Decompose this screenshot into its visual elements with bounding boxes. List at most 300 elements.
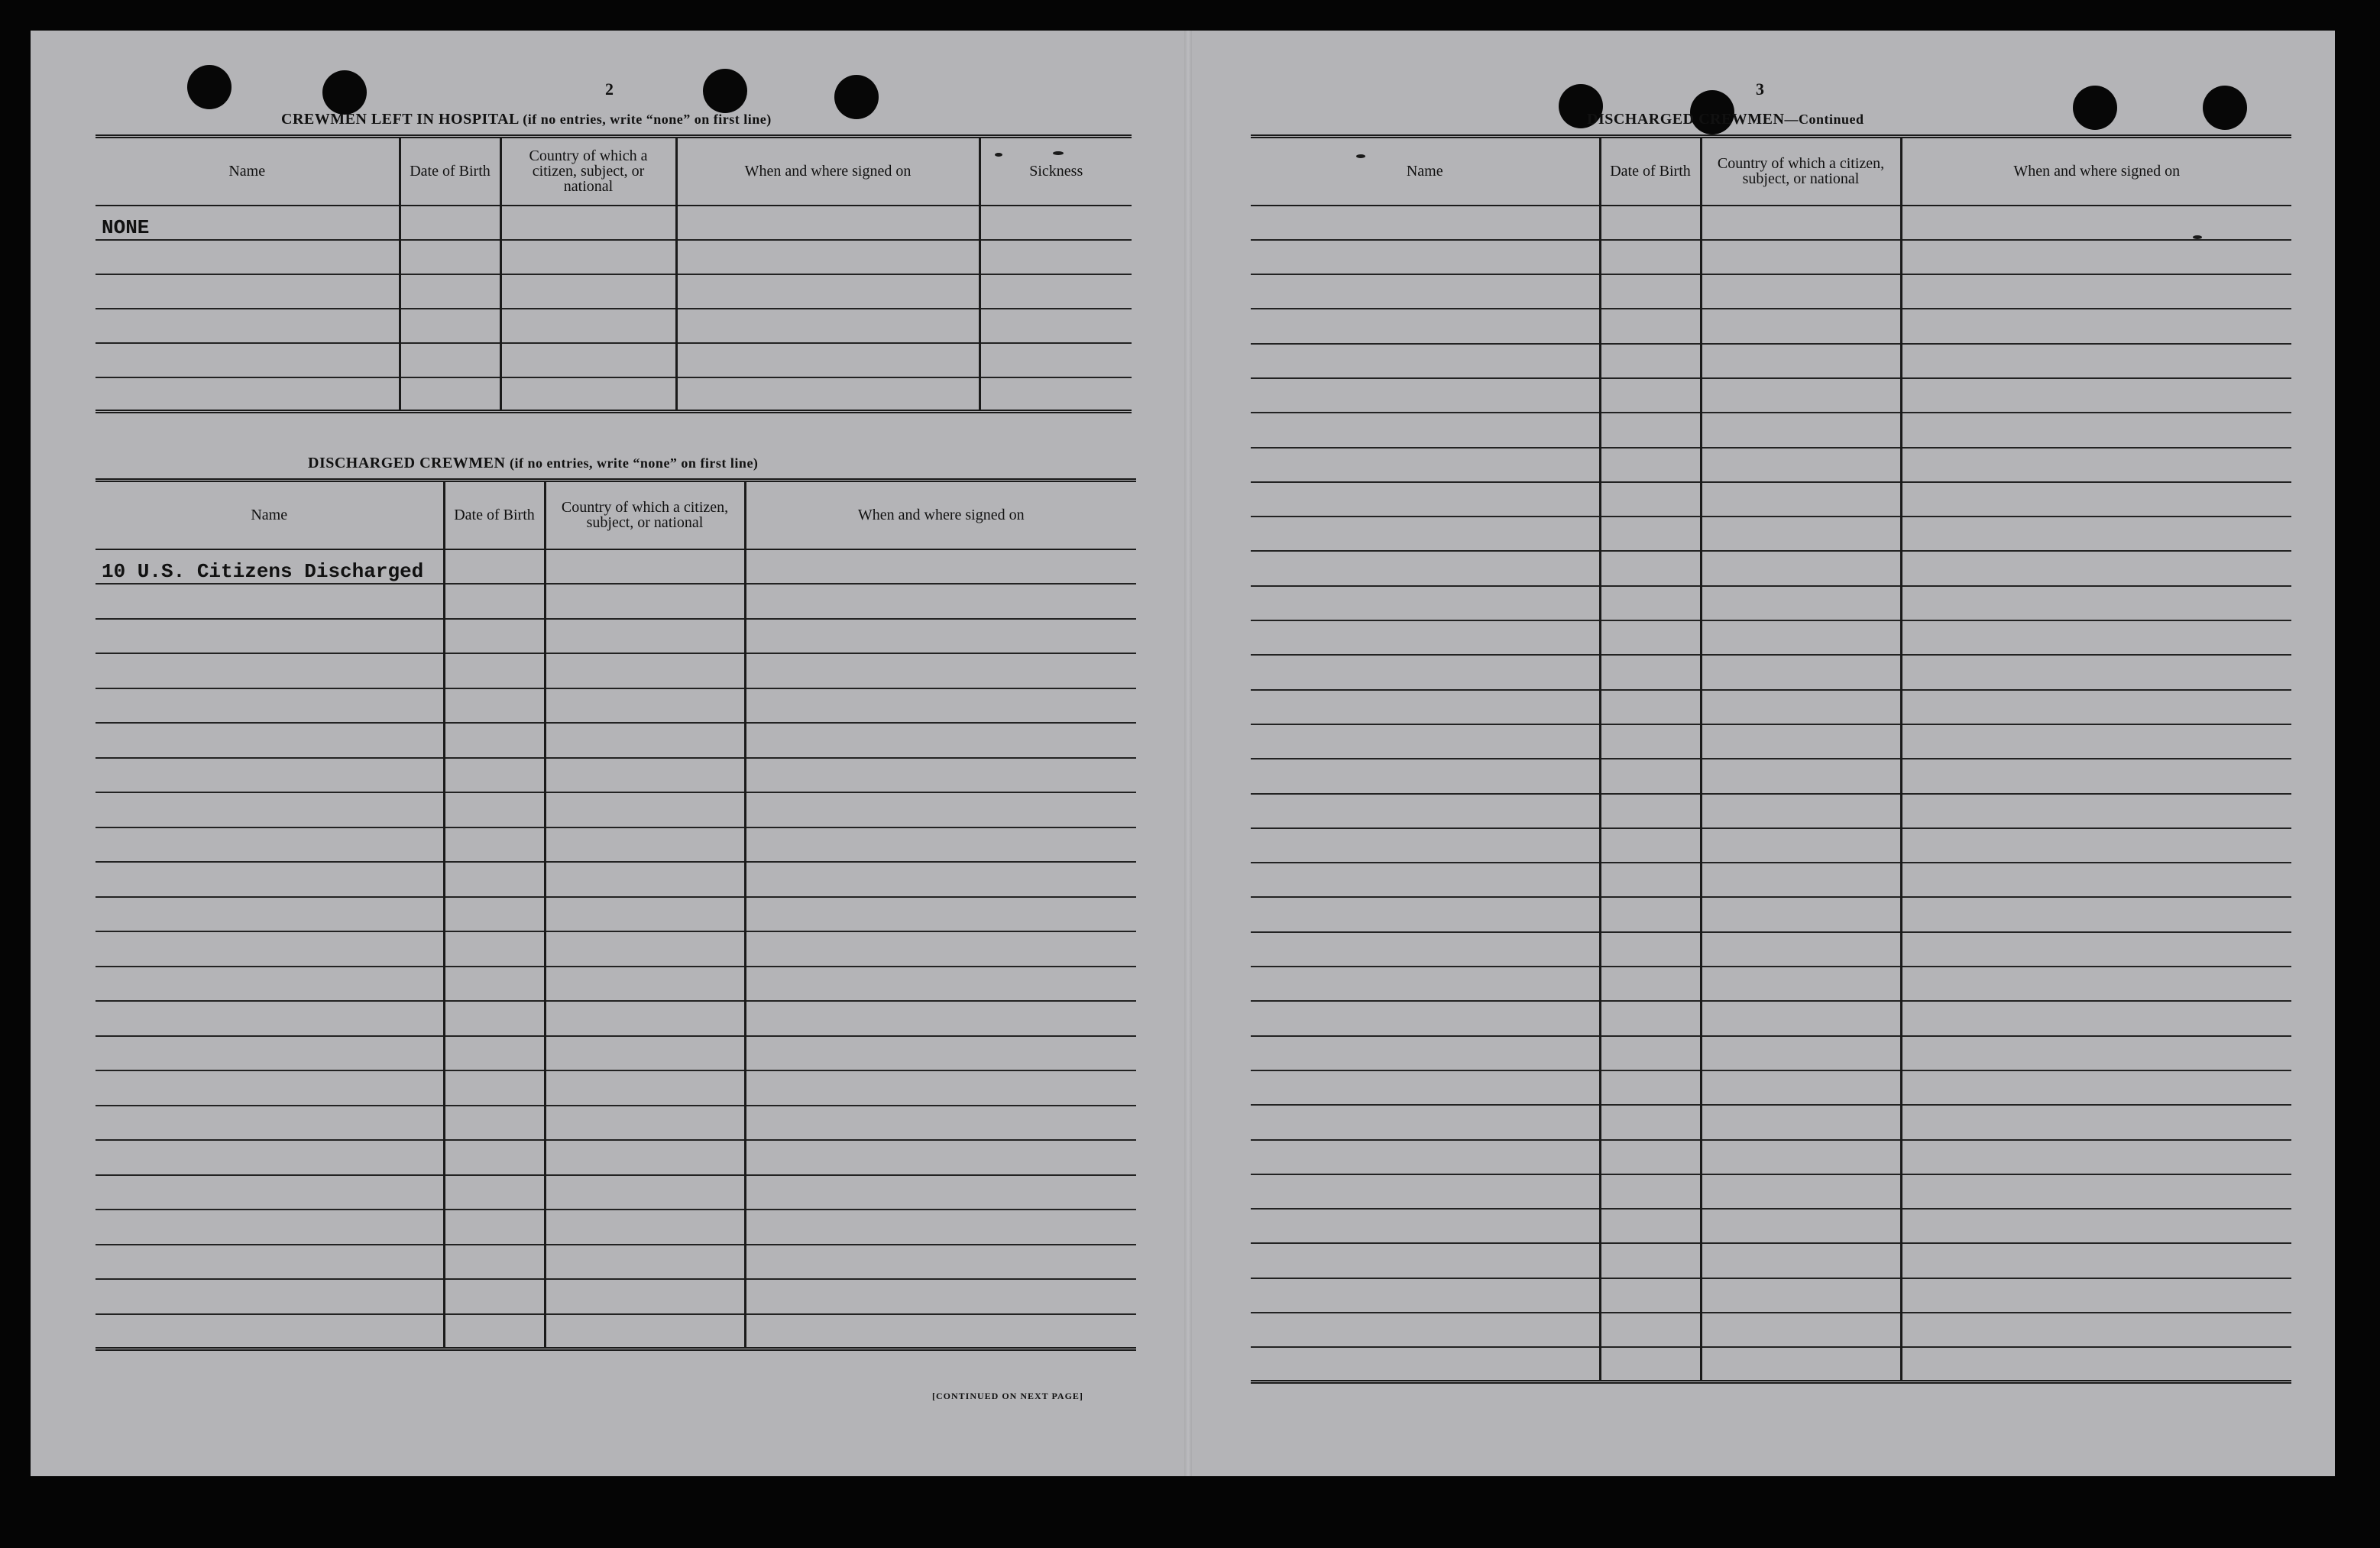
table-cell — [1251, 206, 1600, 240]
table-cell — [1901, 1313, 2291, 1347]
table-cell — [545, 792, 745, 827]
table-cell — [745, 862, 1136, 897]
table-row — [1251, 724, 2291, 759]
table-cell: NONE — [96, 206, 400, 240]
table-cell — [980, 240, 1132, 274]
table-cell — [444, 827, 545, 863]
column-header-country: Country of which a citizen, subject, or national — [500, 137, 676, 206]
table-cell — [1251, 690, 1600, 724]
table-cell — [1901, 551, 2291, 585]
table-row — [96, 1070, 1136, 1106]
table-cell: 10 U.S. Citizens Discharged — [96, 549, 444, 585]
table-cell — [1600, 1243, 1701, 1278]
table-cell — [1901, 1278, 2291, 1313]
table-row — [1251, 897, 2291, 931]
table-cell — [444, 1106, 545, 1141]
table-row — [1251, 1209, 2291, 1243]
table-cell — [1701, 1070, 1901, 1105]
table-cell — [96, 1279, 444, 1314]
discharged-section-title — [308, 455, 758, 472]
table-cell — [1251, 794, 1600, 828]
table-cell — [545, 1140, 745, 1175]
table-cell — [745, 688, 1136, 724]
table-cell — [1901, 620, 2291, 655]
table-cell — [1901, 1243, 2291, 1278]
page-number-right: 3 — [1756, 79, 1764, 99]
hospital-title-note: (if no entries, write “none” on first line) — [523, 112, 772, 127]
table-cell — [676, 274, 980, 309]
table-cell — [1701, 794, 1901, 828]
table-cell — [1701, 1140, 1901, 1174]
table-cell — [1701, 932, 1901, 967]
table-cell — [545, 862, 745, 897]
table-cell — [1901, 1140, 2291, 1174]
table-cell — [96, 862, 444, 897]
table-cell — [96, 1245, 444, 1280]
table-row — [96, 967, 1136, 1002]
table-cell — [1901, 759, 2291, 793]
table-row — [1251, 586, 2291, 620]
table-cell — [545, 619, 745, 654]
table-row — [1251, 517, 2291, 551]
table-cell — [1600, 206, 1701, 240]
table-cell — [545, 584, 745, 619]
table-cell — [1251, 724, 1600, 759]
table-cell — [444, 1036, 545, 1071]
page-fold — [1184, 31, 1192, 1476]
table-cell — [545, 967, 745, 1002]
table-row — [1251, 274, 2291, 309]
table-cell — [1701, 1347, 1901, 1381]
table-cell — [400, 274, 500, 309]
table-cell — [1901, 1209, 2291, 1243]
table-cell — [444, 1210, 545, 1245]
table-cell — [745, 549, 1136, 585]
table-cell — [980, 377, 1132, 412]
document-sheet — [31, 31, 2335, 1476]
table-cell — [1600, 828, 1701, 863]
table-cell — [745, 1175, 1136, 1210]
table-cell — [745, 653, 1136, 688]
table-cell — [1701, 1313, 1901, 1347]
table-cell — [1251, 1036, 1600, 1070]
table-row — [96, 758, 1136, 793]
table-row — [96, 897, 1136, 932]
table-cell — [1600, 759, 1701, 793]
table-cell — [1701, 482, 1901, 517]
table-cell — [1701, 967, 1901, 1001]
table-cell — [545, 1070, 745, 1106]
table-cell — [1901, 309, 2291, 343]
table-cell — [1901, 378, 2291, 413]
table-row — [96, 1001, 1136, 1036]
table-cell — [545, 827, 745, 863]
table-cell — [1901, 206, 2291, 240]
table-cell — [1600, 1278, 1701, 1313]
table-row — [96, 343, 1132, 377]
column-header-signed-on: When and where signed on — [745, 481, 1136, 549]
table-cell — [1251, 967, 1600, 1001]
table-cell — [1901, 1070, 2291, 1105]
table-cell — [96, 967, 444, 1002]
table-cell — [400, 309, 500, 343]
table-row — [1251, 448, 2291, 482]
table-cell — [500, 240, 676, 274]
table-cell — [1701, 413, 1901, 447]
table-cell — [1701, 759, 1901, 793]
table-cell — [96, 584, 444, 619]
table-cell — [1901, 482, 2291, 517]
table-cell — [1251, 932, 1600, 967]
table-cell — [745, 584, 1136, 619]
table-cell — [96, 827, 444, 863]
table-cell — [1901, 1174, 2291, 1209]
table-cell — [1251, 1313, 1600, 1347]
table-cell — [1901, 413, 2291, 447]
table-cell — [1901, 724, 2291, 759]
discharged-continued-table — [1251, 134, 2291, 1384]
table-row — [1251, 309, 2291, 343]
table-row — [96, 931, 1136, 967]
column-header-country: Country of which a citizen, subject, or national — [1701, 137, 1901, 206]
table-cell — [1901, 655, 2291, 689]
table-row — [1251, 1001, 2291, 1035]
hospital-section-title — [281, 111, 772, 128]
table-cell — [444, 897, 545, 932]
table-cell — [745, 1314, 1136, 1349]
table-cell — [1701, 240, 1901, 274]
table-cell — [1600, 1209, 1701, 1243]
table-row — [1251, 690, 2291, 724]
table-cell — [980, 309, 1132, 343]
table-cell — [1701, 724, 1901, 759]
table-cell — [444, 619, 545, 654]
table-cell — [1251, 1209, 1600, 1243]
table-cell — [1600, 517, 1701, 551]
punch-hole — [703, 69, 747, 113]
table-cell — [1600, 1001, 1701, 1035]
table-cell — [444, 1279, 545, 1314]
table-cell — [96, 1175, 444, 1210]
table-cell — [1901, 1001, 2291, 1035]
table-cell — [545, 1036, 745, 1071]
table-row — [1251, 1174, 2291, 1209]
table-cell — [1251, 655, 1600, 689]
table-cell — [1600, 1105, 1701, 1139]
table-cell — [96, 343, 400, 377]
table-cell — [745, 792, 1136, 827]
table-cell — [1901, 1036, 2291, 1070]
table-row — [1251, 344, 2291, 378]
hospital-title-text: CREWMEN LEFT IN HOSPITAL — [281, 111, 519, 128]
table-cell — [444, 792, 545, 827]
table-cell — [400, 343, 500, 377]
table-cell — [1251, 1070, 1600, 1105]
table-row — [1251, 759, 2291, 793]
table-cell — [400, 206, 500, 240]
table-cell — [545, 723, 745, 758]
table-row — [1251, 1036, 2291, 1070]
table-row — [1251, 482, 2291, 517]
table-cell — [444, 653, 545, 688]
table-cell — [1600, 1140, 1701, 1174]
column-header-date-of-birth: Date of Birth — [444, 481, 545, 549]
table-row — [1251, 828, 2291, 863]
table-cell — [545, 1175, 745, 1210]
table-cell — [1901, 967, 2291, 1001]
table-cell — [545, 1210, 745, 1245]
punch-hole — [322, 70, 367, 115]
table-row — [96, 653, 1136, 688]
table-cell — [1901, 863, 2291, 897]
table-cell — [1600, 1347, 1701, 1381]
table-cell — [1600, 1313, 1701, 1347]
table-cell — [980, 206, 1132, 240]
table-cell — [1701, 690, 1901, 724]
table-cell — [1901, 586, 2291, 620]
table-cell — [96, 897, 444, 932]
table-cell — [1901, 344, 2291, 378]
table-row — [1251, 1278, 2291, 1313]
column-header-name: Name — [1251, 137, 1600, 206]
table-cell — [745, 897, 1136, 932]
table-cell — [1600, 378, 1701, 413]
table-cell — [1600, 240, 1701, 274]
table-row — [96, 1106, 1136, 1141]
table-cell — [1251, 759, 1600, 793]
table-cell — [1701, 551, 1901, 585]
table-cell — [444, 1140, 545, 1175]
table-cell — [745, 827, 1136, 863]
table-cell — [1901, 274, 2291, 309]
table-cell — [1600, 724, 1701, 759]
table-cell — [1251, 517, 1600, 551]
table-cell — [1600, 967, 1701, 1001]
table-cell — [1251, 551, 1600, 585]
table-cell — [545, 897, 745, 932]
table-row — [96, 1175, 1136, 1210]
table-cell — [1701, 344, 1901, 378]
table-cell — [96, 377, 400, 412]
table-cell — [1901, 828, 2291, 863]
table-cell — [444, 723, 545, 758]
table-cell — [400, 240, 500, 274]
discharged-title-text: DISCHARGED CREWMEN — [308, 455, 506, 471]
table-cell — [676, 309, 980, 343]
table-cell — [1600, 344, 1701, 378]
table-row — [1251, 206, 2291, 240]
table-cell — [444, 1175, 545, 1210]
page-number-left: 2 — [605, 79, 614, 99]
table-cell — [400, 377, 500, 412]
table-cell — [1901, 1347, 2291, 1381]
table-cell — [1251, 378, 1600, 413]
table-cell — [1251, 482, 1600, 517]
column-header-name: Name — [96, 481, 444, 549]
table-cell — [444, 1314, 545, 1349]
discharged-table — [96, 478, 1136, 1351]
table-row — [96, 377, 1132, 412]
table-row — [96, 309, 1132, 343]
table-cell — [1701, 828, 1901, 863]
table-cell — [676, 206, 980, 240]
table-cell — [545, 758, 745, 793]
table-cell — [745, 1245, 1136, 1280]
punch-hole — [2203, 86, 2247, 130]
table-cell — [1901, 517, 2291, 551]
table-cell — [500, 274, 676, 309]
table-cell — [1600, 448, 1701, 482]
table-cell — [745, 1001, 1136, 1036]
discharged-continued-section-title — [1587, 111, 1864, 128]
column-header-name: Name — [96, 137, 400, 206]
table-cell — [96, 309, 400, 343]
table-row — [1251, 967, 2291, 1001]
table-row — [96, 1036, 1136, 1071]
table-cell — [96, 274, 400, 309]
table-cell — [96, 240, 400, 274]
table-cell — [1251, 1278, 1600, 1313]
table-cell — [444, 1245, 545, 1280]
table-cell — [545, 653, 745, 688]
table-cell — [96, 653, 444, 688]
table-cell — [1901, 690, 2291, 724]
table-cell — [1701, 206, 1901, 240]
table-cell — [500, 206, 676, 240]
table-cell — [745, 931, 1136, 967]
table-cell — [1600, 690, 1701, 724]
continued-on-next-page-note: [CONTINUED ON NEXT PAGE] — [932, 1391, 1083, 1401]
table-cell — [545, 688, 745, 724]
table-cell — [745, 1070, 1136, 1106]
table-cell — [500, 343, 676, 377]
table-cell — [1600, 551, 1701, 585]
table-cell — [1251, 1347, 1600, 1381]
table-row — [96, 274, 1132, 309]
table-cell — [745, 1106, 1136, 1141]
table-cell — [1701, 448, 1901, 482]
table-cell — [1251, 620, 1600, 655]
table-cell — [1600, 1174, 1701, 1209]
table-row — [1251, 1140, 2291, 1174]
table-cell — [1600, 309, 1701, 343]
table-row — [1251, 240, 2291, 274]
table-cell — [676, 240, 980, 274]
column-header-sickness: Sickness — [980, 137, 1132, 206]
table-cell — [1251, 1105, 1600, 1139]
table-cell — [96, 1036, 444, 1071]
table-cell — [96, 723, 444, 758]
table-cell — [1701, 655, 1901, 689]
punch-hole — [187, 65, 232, 109]
table-cell — [1251, 1140, 1600, 1174]
table-cell — [745, 967, 1136, 1002]
table-row — [1251, 620, 2291, 655]
table-cell — [545, 1279, 745, 1314]
punch-hole — [2073, 86, 2117, 130]
table-cell — [96, 1070, 444, 1106]
table-row — [96, 1245, 1136, 1280]
table-row — [96, 792, 1136, 827]
table-row — [1251, 1347, 2291, 1381]
table-cell — [1600, 413, 1701, 447]
table-cell — [1701, 517, 1901, 551]
table-cell — [1701, 1105, 1901, 1139]
table-row — [1251, 1105, 2291, 1139]
table-cell — [745, 723, 1136, 758]
table-cell — [444, 688, 545, 724]
table-cell — [1251, 448, 1600, 482]
table-cell — [1901, 448, 2291, 482]
table-cell — [745, 1140, 1136, 1175]
table-row — [96, 1140, 1136, 1175]
table-cell — [1901, 932, 2291, 967]
table-cell — [980, 343, 1132, 377]
column-header-signed-on: When and where signed on — [676, 137, 980, 206]
table-cell — [444, 1001, 545, 1036]
table-row — [96, 1314, 1136, 1349]
table-cell — [1701, 863, 1901, 897]
table-cell — [1251, 863, 1600, 897]
table-cell — [96, 1001, 444, 1036]
table-cell — [1901, 794, 2291, 828]
table-cell — [545, 549, 745, 585]
discharged-continued-label: —Continued — [1784, 112, 1864, 127]
table-cell — [444, 549, 545, 585]
table-cell — [444, 862, 545, 897]
table-cell — [1701, 274, 1901, 309]
table-cell — [1701, 620, 1901, 655]
table-cell — [545, 1106, 745, 1141]
table-cell — [745, 1210, 1136, 1245]
table-cell — [545, 931, 745, 967]
table-row — [1251, 378, 2291, 413]
table-cell — [96, 758, 444, 793]
table-cell — [745, 1279, 1136, 1314]
hospital-table — [96, 134, 1132, 413]
table-cell — [1251, 413, 1600, 447]
table-row — [96, 240, 1132, 274]
table-row — [96, 549, 1136, 585]
table-cell — [500, 377, 676, 412]
table-cell — [676, 377, 980, 412]
table-cell — [1600, 897, 1701, 931]
table-cell — [1701, 1001, 1901, 1035]
table-cell — [1251, 828, 1600, 863]
table-cell — [1251, 309, 1600, 343]
column-header-date-of-birth: Date of Birth — [400, 137, 500, 206]
table-cell — [745, 619, 1136, 654]
table-cell — [1600, 1070, 1701, 1105]
table-cell — [444, 931, 545, 967]
table-cell — [1901, 897, 2291, 931]
table-cell — [1251, 274, 1600, 309]
column-header-date-of-birth: Date of Birth — [1600, 137, 1701, 206]
table-row — [1251, 1243, 2291, 1278]
table-cell — [1901, 240, 2291, 274]
table-row — [1251, 1070, 2291, 1105]
table-cell — [745, 758, 1136, 793]
punch-hole — [834, 75, 879, 119]
table-cell — [1701, 1243, 1901, 1278]
table-cell — [1600, 863, 1701, 897]
table-cell — [444, 758, 545, 793]
table-cell — [444, 1070, 545, 1106]
table-cell — [1701, 897, 1901, 931]
table-row — [1251, 932, 2291, 967]
table-cell — [1251, 240, 1600, 274]
table-row — [96, 862, 1136, 897]
